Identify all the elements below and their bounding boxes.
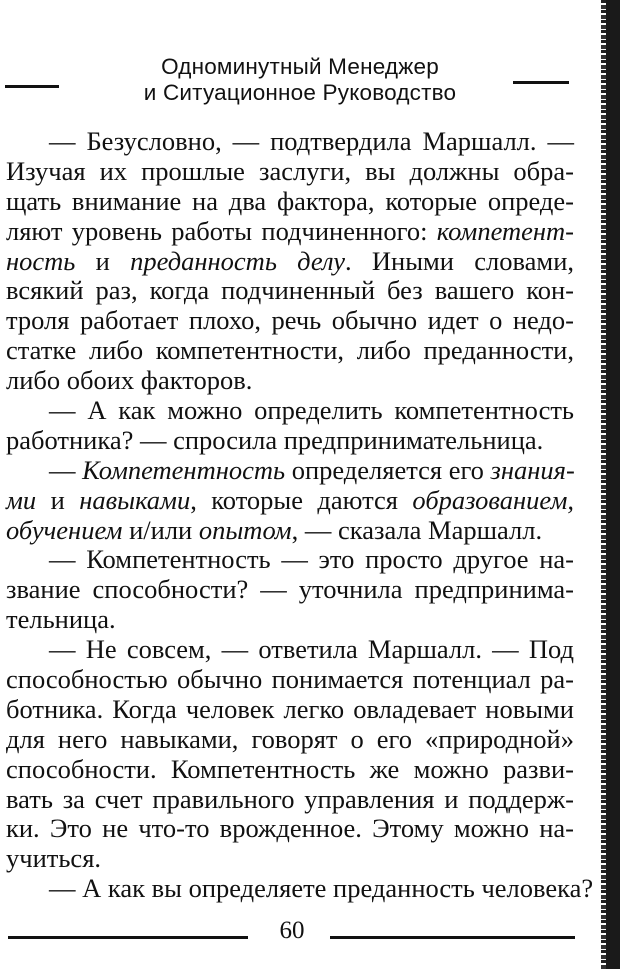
text-line (6, 516, 574, 546)
text-line (6, 725, 574, 755)
text-span: щать внимание на два фактора, которые опреде- (6, 185, 574, 216)
footer-rule-left (8, 936, 248, 939)
text-line (6, 127, 574, 157)
text-span: , которые даются (190, 484, 413, 515)
text-line (6, 157, 574, 187)
italic-text: знания- (490, 454, 575, 485)
italic-text: опытом (198, 514, 292, 545)
text-span: всякий раз, когда подчиненный без вашего кон- (6, 275, 574, 306)
text-span: статке либо компетентности, либо преданности, (6, 335, 574, 366)
text-span: учиться. (6, 843, 102, 874)
text-line (6, 665, 574, 695)
running-header-line-1: Одноминутный Менеджер (161, 54, 439, 79)
text-line (6, 187, 574, 217)
text-line (6, 635, 574, 665)
text-span: — А как вы определяете преданность человека? (49, 873, 594, 904)
text-span: — Компетентность — это просто другое на- (49, 544, 574, 575)
text-span: способностью обычно понимается потенциал ра- (6, 664, 574, 695)
text-span: способности. Компетентность же можно разви- (6, 753, 574, 784)
text-line (6, 785, 574, 815)
italic-text: ми (6, 484, 37, 515)
text-line (6, 247, 574, 277)
text-span: — Безусловно, — подтвердила Маршалл. — (49, 126, 574, 156)
italic-text: обучением (6, 514, 123, 545)
text-line (6, 456, 574, 486)
page-number: 60 (279, 917, 305, 944)
page-edge-shadow (606, 0, 620, 969)
italic-text: компетент- (436, 215, 574, 246)
italic-text: преданность делу (130, 245, 345, 276)
text-span: и/или (122, 514, 199, 545)
text-span: либо обоих факторов. (6, 365, 253, 396)
text-span: тельница. (6, 604, 116, 635)
body-text (6, 126, 594, 904)
text-line (6, 336, 574, 366)
text-span: Изучая их прошлые заслуги, вы должны обра- (6, 155, 574, 186)
text-line (6, 814, 574, 844)
text-span: и (75, 245, 131, 276)
running-header (0, 54, 600, 106)
text-line (6, 873, 594, 904)
text-line (6, 545, 574, 575)
text-span: ки. Это не что-то врожденное. Этому можно на- (6, 813, 574, 844)
italic-text: ность (6, 245, 76, 276)
text-span: — А как можно определить компетентность (49, 395, 574, 426)
text-span: — (49, 454, 83, 485)
italic-text: Компетентность (82, 454, 286, 485)
text-span: вать за счет правильного управления и поддерж- (6, 783, 574, 814)
text-span: звание способности? — уточнила предпринима- (6, 574, 574, 605)
running-header-line-2: и Ситуационное Руководство (143, 80, 457, 105)
text-line (6, 217, 574, 247)
text-span: ляют уровень работы подчиненного: (6, 215, 437, 246)
text-span: , — сказала Маршалл. (291, 514, 543, 545)
italic-text: навыками (79, 484, 191, 515)
text-line (6, 396, 574, 426)
text-span: работника? — спросила предпринимательница. (6, 424, 544, 455)
text-line (6, 605, 574, 635)
text-line (6, 695, 574, 725)
text-span: ботника. Когда человек легко овладевает новыми (6, 693, 574, 724)
italic-text: образованием, (412, 484, 574, 515)
text-span: определяется его (285, 454, 491, 485)
text-line (6, 755, 574, 785)
text-span: — Не совсем, — ответила Маршалл. — Под (49, 634, 574, 665)
text-line (6, 844, 574, 874)
text-line (6, 366, 574, 396)
text-span: для него навыками, говорят о его «природной» (6, 723, 574, 754)
text-line (6, 575, 574, 605)
text-line (6, 276, 574, 306)
text-span: . Иными словами, (344, 245, 575, 276)
text-span: троля работает плохо, речь обычно идет о недо- (6, 305, 574, 336)
text-line (6, 426, 574, 456)
footer-rule-right (330, 936, 575, 939)
text-span: и (36, 484, 80, 515)
text-line (6, 306, 574, 336)
text-line (6, 486, 574, 516)
